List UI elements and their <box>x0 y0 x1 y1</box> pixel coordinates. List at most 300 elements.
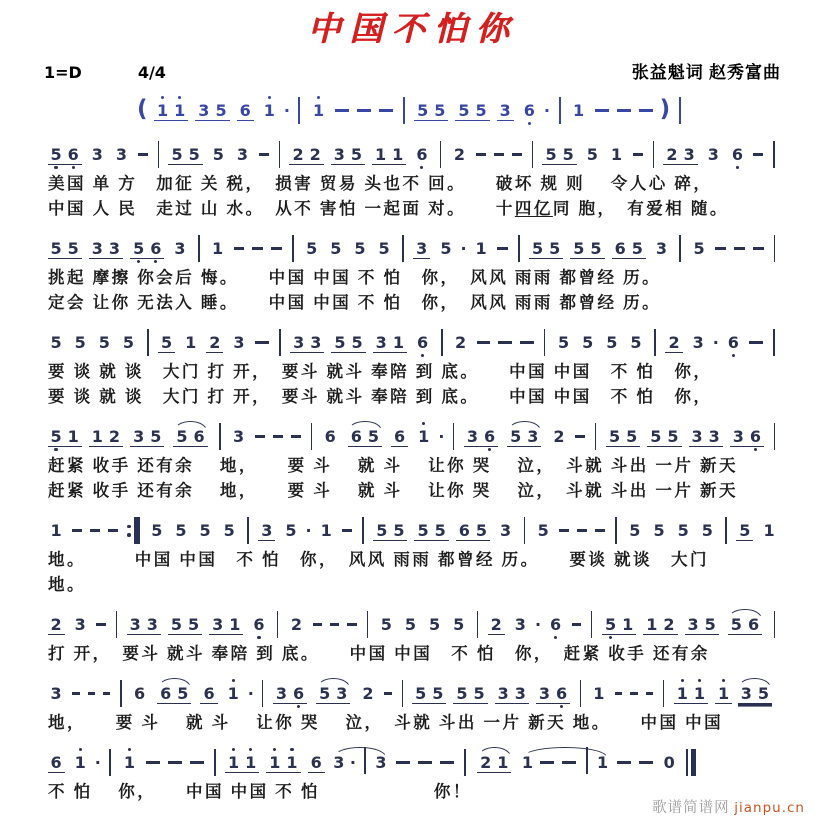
barline <box>292 235 294 262</box>
note-glyph: 1 <box>674 684 691 704</box>
note-glyph: 6 <box>65 145 82 165</box>
duration-dash <box>108 529 118 531</box>
note <box>488 609 505 641</box>
duration-dash <box>342 529 352 531</box>
note-glyph: 6 <box>456 521 473 541</box>
note-glyph: 5 <box>431 101 448 121</box>
note-glyph: 2 <box>362 683 374 703</box>
note <box>728 609 745 641</box>
note <box>663 139 680 171</box>
watermark-site-name: 歌谱简谱网 <box>652 800 730 816</box>
octave-dot-below <box>736 165 739 171</box>
note <box>603 327 620 359</box>
slur <box>330 747 389 779</box>
note-glyph: 3 <box>464 427 481 447</box>
note-glyph: 6 <box>612 239 629 259</box>
parenthesis: ( <box>137 95 148 122</box>
note-glyph: 3 <box>91 144 103 164</box>
duration-dash <box>749 341 763 343</box>
note-glyph: 1 <box>283 753 300 773</box>
note <box>413 139 430 171</box>
note <box>121 747 138 779</box>
barline <box>279 141 280 168</box>
note-glyph: 3 <box>290 333 307 353</box>
note <box>158 327 175 359</box>
note-glyph: 6 <box>550 614 562 634</box>
note-glyph: 5 <box>701 520 713 540</box>
note <box>206 327 223 359</box>
note <box>681 139 698 171</box>
note <box>195 95 212 127</box>
note-glyph: 3 <box>258 521 275 541</box>
note <box>702 609 719 641</box>
note-glyph: 3 <box>512 684 529 704</box>
note-glyph: 3 <box>655 238 667 258</box>
note <box>665 327 682 359</box>
duration-dash <box>168 761 182 763</box>
note-glyph: 3 <box>495 684 512 704</box>
barline <box>219 423 220 450</box>
note <box>690 327 707 359</box>
note-glyph: 3 <box>233 426 245 446</box>
watermark-url: jianpu.cn <box>734 800 805 816</box>
note-glyph: 1 <box>225 753 242 773</box>
note-glyph: 1 <box>715 684 732 704</box>
note <box>190 421 207 453</box>
note <box>547 609 564 641</box>
note-glyph: 5 <box>349 333 366 353</box>
beam-group <box>685 609 719 641</box>
note-glyph: 5 <box>557 332 570 352</box>
note <box>691 678 708 710</box>
note <box>173 421 190 453</box>
note-glyph: 6 <box>324 426 336 446</box>
note-glyph: 1 <box>475 238 487 258</box>
note <box>432 515 449 547</box>
duration-dash <box>255 435 265 437</box>
note-glyph: 5 <box>65 239 82 259</box>
note <box>106 233 123 265</box>
note-glyph: 1 <box>226 615 243 635</box>
note <box>661 747 678 779</box>
note <box>250 609 267 641</box>
barline <box>774 611 775 638</box>
barline <box>544 329 546 356</box>
note <box>494 747 511 779</box>
note-glyph: 2 <box>660 615 677 635</box>
note-glyph: 1 <box>643 615 660 635</box>
note <box>120 327 137 359</box>
parenthesis: ) <box>659 95 671 122</box>
note-glyph: 5 <box>354 238 366 258</box>
note <box>373 515 390 547</box>
beam-group <box>209 609 243 641</box>
note <box>365 421 382 453</box>
note-glyph: 3 <box>536 684 553 704</box>
note <box>106 421 123 453</box>
lyric-line: 地。 <box>48 575 86 594</box>
duration-dash <box>440 761 454 763</box>
octave-dot-below <box>421 353 424 359</box>
note <box>602 609 619 641</box>
note-glyph: 5 <box>529 239 546 259</box>
note-glyph: 1 <box>320 520 332 540</box>
note-glyph: 3 <box>50 683 62 703</box>
barline <box>198 235 200 262</box>
barline <box>773 141 774 168</box>
beam-group <box>127 609 161 641</box>
note <box>590 678 607 710</box>
note <box>273 678 290 710</box>
beam-group <box>497 95 514 127</box>
note <box>414 95 431 127</box>
note <box>331 327 348 359</box>
note <box>157 678 174 710</box>
beam-group <box>542 139 576 171</box>
slur <box>504 421 545 453</box>
note <box>647 421 664 453</box>
note <box>497 515 514 547</box>
beam-group <box>413 233 430 265</box>
lyric-line: 不 怕 你， 中国 中国 不 怕 你！ <box>48 782 472 801</box>
note-glyph: 5 <box>414 101 431 121</box>
octave-dot-below <box>554 635 557 641</box>
note-glyph: 3 <box>707 144 719 164</box>
note <box>497 95 514 127</box>
note-glyph: 5 <box>653 520 665 540</box>
augmentation-dot: · <box>247 684 254 703</box>
beam-group <box>308 747 325 779</box>
beam-group <box>674 678 708 710</box>
note <box>283 747 300 779</box>
beam-group <box>48 233 82 265</box>
barline <box>158 141 159 168</box>
slur <box>724 609 765 641</box>
note-glyph: 5 <box>414 521 431 541</box>
note <box>738 678 755 710</box>
barline <box>464 749 466 776</box>
note-glyph: 6 <box>147 239 164 259</box>
system-2 <box>44 232 781 315</box>
note <box>288 609 305 641</box>
beam-group <box>728 609 762 641</box>
augmentation-dot: · <box>543 101 550 120</box>
beam-group <box>736 515 753 547</box>
octave-dot-below <box>528 121 531 127</box>
note-glyph: 5 <box>606 427 623 447</box>
augmentation-dot: · <box>94 753 101 772</box>
duration-dash <box>96 623 105 625</box>
barline <box>402 235 404 262</box>
note <box>172 515 189 547</box>
notation-line <box>44 746 781 779</box>
notation-line <box>44 138 781 171</box>
note-glyph: 5 <box>647 427 664 447</box>
note <box>402 609 419 641</box>
note-glyph: 3 <box>514 614 526 634</box>
note <box>72 609 89 641</box>
note <box>127 609 144 641</box>
duration-dash <box>715 247 726 249</box>
note <box>261 95 278 127</box>
note <box>535 515 552 547</box>
note <box>307 327 324 359</box>
note-glyph: 5 <box>130 239 147 259</box>
barline <box>298 97 300 124</box>
note-glyph: 1 <box>89 427 106 447</box>
note-glyph: 5 <box>587 239 604 259</box>
note <box>200 678 217 710</box>
barline <box>277 611 278 638</box>
note <box>390 327 407 359</box>
note <box>330 747 347 779</box>
beam-group <box>48 421 82 453</box>
intro-notation-line <box>134 94 781 127</box>
note <box>147 233 164 265</box>
duration-dash <box>379 109 393 111</box>
note <box>48 233 65 265</box>
note-glyph: 5 <box>455 101 472 121</box>
duration-dash <box>190 761 204 763</box>
note-glyph: 5 <box>429 684 446 704</box>
note <box>473 515 490 547</box>
duration-dash <box>575 435 585 437</box>
note-glyph: 3 <box>174 238 186 258</box>
note <box>174 678 191 710</box>
note-glyph: 1 <box>763 520 775 540</box>
barline <box>774 423 775 450</box>
note-glyph: 3 <box>333 684 350 704</box>
beam-group <box>48 139 82 171</box>
augmentation-dot: · <box>283 101 290 120</box>
note <box>113 139 130 171</box>
note <box>452 327 469 359</box>
beam-group <box>455 95 489 127</box>
note-glyph: 3 <box>500 520 512 540</box>
note <box>455 95 472 127</box>
note-glyph: 1 <box>123 752 135 772</box>
note-glyph: 1 <box>312 100 325 120</box>
note-glyph: 5 <box>151 520 163 540</box>
note <box>660 609 677 641</box>
duration-dash <box>72 529 82 531</box>
note-glyph: 5 <box>570 239 587 259</box>
repeat-barline <box>127 517 140 544</box>
beam-group <box>89 233 123 265</box>
note-glyph: 1 <box>390 333 407 353</box>
note <box>389 139 406 171</box>
note-glyph: 5 <box>306 238 318 258</box>
note-glyph: 2 <box>290 614 303 634</box>
note-glyph: 5 <box>542 145 559 165</box>
beam-group <box>173 421 207 453</box>
octave-dot-below <box>488 447 491 453</box>
note <box>89 421 106 453</box>
barline <box>367 611 368 638</box>
beam-group <box>168 139 202 171</box>
beam-group <box>290 327 324 359</box>
octave-dot-below <box>420 165 423 171</box>
note <box>524 421 541 453</box>
note <box>48 678 65 710</box>
note-glyph: 6 <box>481 427 498 447</box>
note-glyph: 2 <box>455 332 467 352</box>
duration-dash <box>615 692 622 694</box>
beam-group <box>195 95 229 127</box>
beam-group <box>348 421 382 453</box>
note-glyph: 5 <box>623 427 640 447</box>
lyric-line: 要 谈 就 谈 大门 打 开， 要斗 就斗 奉陪 到 底。 中国 中国 不 怕 你， <box>48 387 713 406</box>
note <box>464 421 481 453</box>
beam-group <box>316 678 350 710</box>
duration-dash <box>753 247 764 249</box>
note <box>529 233 546 265</box>
duration-dash <box>577 529 587 531</box>
duration-dash <box>520 341 534 343</box>
barline <box>262 680 263 707</box>
note <box>414 515 431 547</box>
barline <box>725 517 726 544</box>
note <box>266 747 283 779</box>
note-glyph: 5 <box>168 145 185 165</box>
lyric-line: 挑起 摩擦 你会后 悔。 中国 中国 不 怕 你， 风风 雨雨 都曾经 历。 <box>48 268 662 287</box>
note-glyph: 2 <box>488 615 505 635</box>
beam-group <box>414 515 448 547</box>
note <box>570 95 587 127</box>
note-glyph: 5 <box>432 521 449 541</box>
beam-group <box>495 678 529 710</box>
note <box>185 609 202 641</box>
note-glyph: 5 <box>560 145 577 165</box>
note <box>507 421 524 453</box>
beam-group <box>158 327 175 359</box>
note-glyph: 1 <box>593 683 605 703</box>
duration-dash <box>146 761 160 763</box>
system-0 <box>44 94 781 127</box>
note-glyph: 5 <box>48 239 65 259</box>
barline <box>774 235 776 262</box>
note <box>182 327 199 359</box>
duration-dash <box>273 435 283 437</box>
note <box>130 233 147 265</box>
beam-group <box>331 327 365 359</box>
beam-group <box>453 678 487 710</box>
note-glyph: 6 <box>237 101 254 121</box>
note <box>89 139 106 171</box>
lyric-line: 定会 让你 无法入 睡。 中国 中国 不 怕 你， 风风 雨雨 都曾经 历。 <box>48 293 662 312</box>
note <box>230 327 247 359</box>
lyric-line: 赶紧 收手 还有余 地， 要 斗 就 斗 让你 哭 泣， 斗就 斗出 一片 新天 <box>48 481 738 500</box>
note-glyph: 1 <box>494 753 511 773</box>
score-meta <box>44 58 781 83</box>
note-glyph: 3 <box>115 144 128 164</box>
lyric-line: 美国 单 方 加征 关 税， 损害 贸易 头也不 回。 破坏 规 则 令人心 碎， <box>48 174 713 193</box>
note-glyph: 5 <box>378 238 390 258</box>
beam-group <box>373 327 407 359</box>
lyric-line: 赶紧 收手 还有余 地， 要 斗 就 斗 让你 哭 泣， 斗就 斗出 一片 新天 <box>48 456 738 475</box>
note <box>550 421 567 453</box>
note <box>627 327 644 359</box>
duration-dash <box>572 623 581 625</box>
duration-dash <box>90 529 100 531</box>
note-glyph: 5 <box>693 238 705 258</box>
note <box>209 233 226 265</box>
note-glyph: 2 <box>453 144 466 164</box>
note <box>456 515 473 547</box>
note-glyph: 5 <box>175 520 187 540</box>
note-glyph: 1 <box>389 145 406 165</box>
barline <box>559 97 561 124</box>
duration-dash <box>512 153 522 155</box>
duration-dash <box>476 153 486 155</box>
note-glyph: 3 <box>74 614 86 634</box>
note-glyph: 5 <box>629 239 646 259</box>
note <box>351 233 368 265</box>
duration-dash <box>255 341 269 343</box>
note <box>171 233 188 265</box>
note-glyph: 1 <box>573 100 585 120</box>
note <box>473 233 490 265</box>
octave-dot-below <box>732 353 735 359</box>
note <box>747 421 764 453</box>
note <box>378 609 395 641</box>
note <box>431 95 448 127</box>
note <box>674 678 691 710</box>
note <box>612 233 629 265</box>
note <box>477 747 494 779</box>
augmentation-dot: · <box>438 427 445 446</box>
note <box>331 139 348 171</box>
note-glyph: 6 <box>200 684 217 704</box>
barline <box>663 680 664 707</box>
note-glyph: 6 <box>157 684 174 704</box>
note <box>308 747 325 779</box>
note <box>144 609 161 641</box>
note <box>745 609 762 641</box>
note <box>230 421 247 453</box>
note-glyph: 1 <box>212 238 224 258</box>
note <box>333 678 350 710</box>
note-glyph: 2 <box>48 615 65 635</box>
duration-dash <box>633 153 643 155</box>
octave-dot-below <box>72 165 75 171</box>
beam-group <box>130 233 164 265</box>
note-glyph: 3 <box>730 427 747 447</box>
note <box>675 515 692 547</box>
note-glyph: 1 <box>610 144 622 164</box>
note-glyph: 5 <box>677 520 689 540</box>
duration-dash <box>630 692 637 694</box>
note <box>209 609 226 641</box>
note-glyph: 3 <box>524 427 541 447</box>
note-glyph: 6 <box>523 100 535 120</box>
duration-dash <box>313 623 322 625</box>
barline <box>653 141 654 168</box>
note <box>689 421 706 453</box>
note-glyph: 5 <box>664 427 681 447</box>
note <box>154 95 171 127</box>
note <box>327 233 344 265</box>
note-glyph: 5 <box>440 238 452 258</box>
duration-dash <box>418 761 432 763</box>
note <box>606 421 623 453</box>
beam-group <box>456 515 490 547</box>
note-glyph: 3 <box>209 615 226 635</box>
note-glyph: 3 <box>273 684 290 704</box>
note-glyph: 5 <box>186 145 203 165</box>
note <box>375 233 392 265</box>
barline <box>403 97 405 124</box>
